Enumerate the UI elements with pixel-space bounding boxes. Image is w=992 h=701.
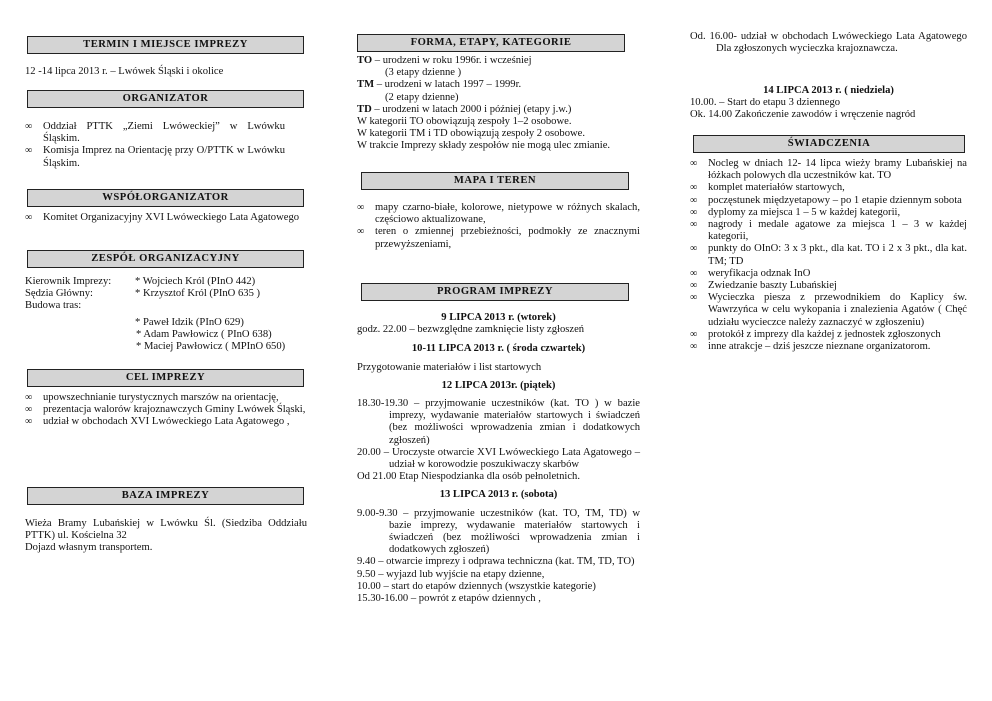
list-item: ∞ Wycieczka piesza z przewodnikiem do Kaplicy św. Wawrzyńca w celu wykopania i znalezienia Agatów ( Chęć udziału wycieczce należy zaznaczyć w zgłoszeniu) <box>690 292 967 329</box>
program-item: Od 21.00 Etap Niespodzianka dla osób pełnoletnich. <box>357 471 581 483</box>
budowa-value: * Paweł Idzik (PInO 629) <box>135 316 244 328</box>
day-title: 9 LIPCA 2013 r. (wtorek) <box>441 312 556 323</box>
program-block <box>357 312 640 605</box>
forma-header: FORMA, ETAPY, KATEGORIE <box>357 34 625 52</box>
cel-list <box>25 392 307 429</box>
baza-transport: Dojazd własnym transportem. <box>25 542 153 554</box>
day-title: 10-11 LIPCA 2013 r. ( środa czwartek) <box>411 343 586 355</box>
list-item: ∞ nagrody i medale agatowe za miejsca 1 – 3 w każdej kategorii, <box>690 219 967 243</box>
budowa-value: * Maciej Pawłowicz ( MPInO 650) <box>136 341 286 353</box>
od-text: Od. 16.00- udział w obchodach Lwóweckiego Lata Agatowego Dla zgłoszonych wycieczka krajoznawcza. <box>690 31 967 55</box>
list-item: ∞ prezentacja walorów krajoznawczych Gminy Lwówek Śląski, <box>25 404 307 416</box>
day-title: 12 LIPCA 2013r. (piątek) <box>441 379 556 391</box>
sedzia-label: Sędzia Główny: <box>25 288 93 300</box>
program-item: 9.50 – wyjazd lub wyjście na etapy dzienne, <box>357 568 545 580</box>
budowa-value: * Adam Pawłowicz ( PInO 638) <box>136 328 272 340</box>
list-item: ∞ teren o zmiennej przebieżności, podmokły ze znacznymi przewyższeniami, <box>357 226 640 250</box>
swiadczenia-list <box>690 158 967 353</box>
list-item: ∞ mapy czarno-białe, kolorowe, nietypowe w różnych skalach, częściowo aktualizowane, <box>357 202 640 226</box>
list-item: ∞ Komitet Organizacyjny XVI Lwóweckiego Lata Agatowego <box>25 212 305 224</box>
day5-block <box>690 85 967 122</box>
list-item: ∞ weryfikacja odznak InO <box>690 268 967 280</box>
forma-line: (2 etapy dzienne) <box>385 91 459 103</box>
baza-text <box>25 518 307 555</box>
forma-block <box>357 55 647 153</box>
day-title: 13 LIPCA 2013 r. (sobota) <box>439 489 558 501</box>
forma-line: TM – urodzeni w latach 1997 – 1999r. <box>357 79 522 91</box>
wspolorganizator-header: WSPÓŁORGANIZATOR <box>27 189 304 207</box>
day-title: 14 LIPCA 2013 r. ( niedziela) <box>763 85 894 96</box>
kierownik-value: * Wojciech Król (PInO 442) <box>135 276 256 287</box>
list-item: ∞ Komisja Imprez na Orientację przy O/PTTK w Lwówku Śląskim. <box>25 145 285 169</box>
mapa-list <box>357 202 640 251</box>
cel-header: CEL IMPREZY <box>27 369 304 387</box>
day-line: 10.00. – Start do etapu 3 dziennego <box>690 97 841 109</box>
list-item: ∞ komplet materiałów startowych, <box>690 182 967 194</box>
day-line: Ok. 14.00 Zakończenie zawodów i wręczenie nagród <box>690 109 916 121</box>
program-item: 10.00 – start do etapów dziennych (wszystkie kategorie) <box>357 580 596 592</box>
list-item: ∞ Nocleg w dniach 12- 14 lipca wieży bramy Lubańskiej na łóżkach polowych dla uczestników kat. TO <box>690 158 967 182</box>
forma-line: (3 etapy dzienne ) <box>385 67 462 79</box>
list-item: ∞ punkty do OInO: 3 x 3 pkt., dla kat. TO i 2 x 3 pkt., dla kat. TM; TD <box>690 243 967 267</box>
program-header: PROGRAM IMPREZY <box>361 283 629 301</box>
forma-line: TD – urodzeni w latach 2000 i później (etapy j.w.) <box>357 103 572 115</box>
day-line: godz. 22.00 – bezwzględne zamknięcie listy zgłoszeń <box>357 324 585 336</box>
program-item: 9.00-9.30 – przyjmowanie uczestników (kat. TO, TM, TD) w bazie imprezy, wydawanie materiałów startowych i świadczeń (bez możliwości wprowadzenia zmian i dodatkowych zgłoszeń) <box>357 507 640 556</box>
program-item: 18.30-19.30 – przyjmowanie uczestników (kat. TO ) w bazie imprezy, wydawanie materiałów startowych i świadczeń (bez możliwości wprowadzenia zmian i dodatkowych zgłoszeń) <box>357 398 640 446</box>
termin-header: TERMIN I MIEJSCE IMPREZY <box>27 36 304 54</box>
budowa-label: Budowa tras: <box>25 300 82 312</box>
day-line: Przygotowanie materiałów i list startowych <box>357 361 542 373</box>
sedzia-value: * Krzysztof Król (PInO 635 ) <box>135 288 261 300</box>
list-item: ∞ upowszechnianie turystycznych marszów na orientację, <box>25 392 307 404</box>
forma-line: W kategorii TO obowiązują zespoły 1–2 osobowe. <box>357 116 572 128</box>
program-item: 20.00 – Uroczyste otwarcie XVI Lwóweckiego Lata Agatowego – udział w korowodzie poszukiwaczy skarbów <box>357 446 640 471</box>
forma-line: TO – urodzeni w roku 1996r. i wcześniej <box>357 55 532 66</box>
list-item: ∞ Oddział PTTK „Ziemi Lwóweckiej” w Lwówku Śląskim. <box>25 121 285 145</box>
list-item: ∞ dyplomy za miejsca 1 – 5 w każdej kategorii, <box>690 207 967 219</box>
zespol-header: ZESPÓŁ ORGANIZACYJNY <box>27 250 304 268</box>
wspolorganizator-list <box>25 212 305 224</box>
forma-line: W kategorii TM i TD obowiązują zespoły 2 osobowe. <box>357 128 586 140</box>
termin-text: 12 -14 lipca 2013 r. – Lwówek Śląski i okolice <box>25 66 224 77</box>
list-item: ∞ inne atrakcje – dziś jeszcze nieznane organizatorom. <box>690 341 967 353</box>
list-item: ∞ poczęstunek międzyetapowy – po 1 etapie dziennym sobota <box>690 195 967 207</box>
list-item: ∞ Zwiedzanie baszty Lubańskiej <box>690 280 967 292</box>
mapa-header: MAPA I TEREN <box>361 172 629 190</box>
swiadczenia-header: ŚWIADCZENIA <box>693 135 965 153</box>
organizator-header: ORGANIZATOR <box>27 90 304 108</box>
program-item: 9.40 – otwarcie imprezy i odprawa techniczna (kat. TM, TD, TO) <box>357 556 635 568</box>
zespol-block <box>25 276 310 353</box>
baza-address: Wieża Bramy Lubańskiej w Lwówku Śl. (Siedziba Oddziału PTTK) ul. Kościelna 32 <box>25 518 307 542</box>
forma-line: W trakcie Imprezy składy zespołów nie mogą ulec zmianie. <box>357 140 611 152</box>
organizator-list <box>25 121 285 170</box>
program-item: 15.30-16.00 – powrót z etapów dziennych , <box>357 593 541 605</box>
list-item: ∞ udział w obchodach XVI Lwóweckiego Lata Agatowego , <box>25 416 307 428</box>
baza-header: BAZA IMPREZY <box>27 487 304 505</box>
list-item: ∞ protokół z imprezy dla każdej z jednostek zgłoszonych <box>690 329 967 341</box>
kierownik-label: Kierownik Imprezy: <box>25 276 112 287</box>
